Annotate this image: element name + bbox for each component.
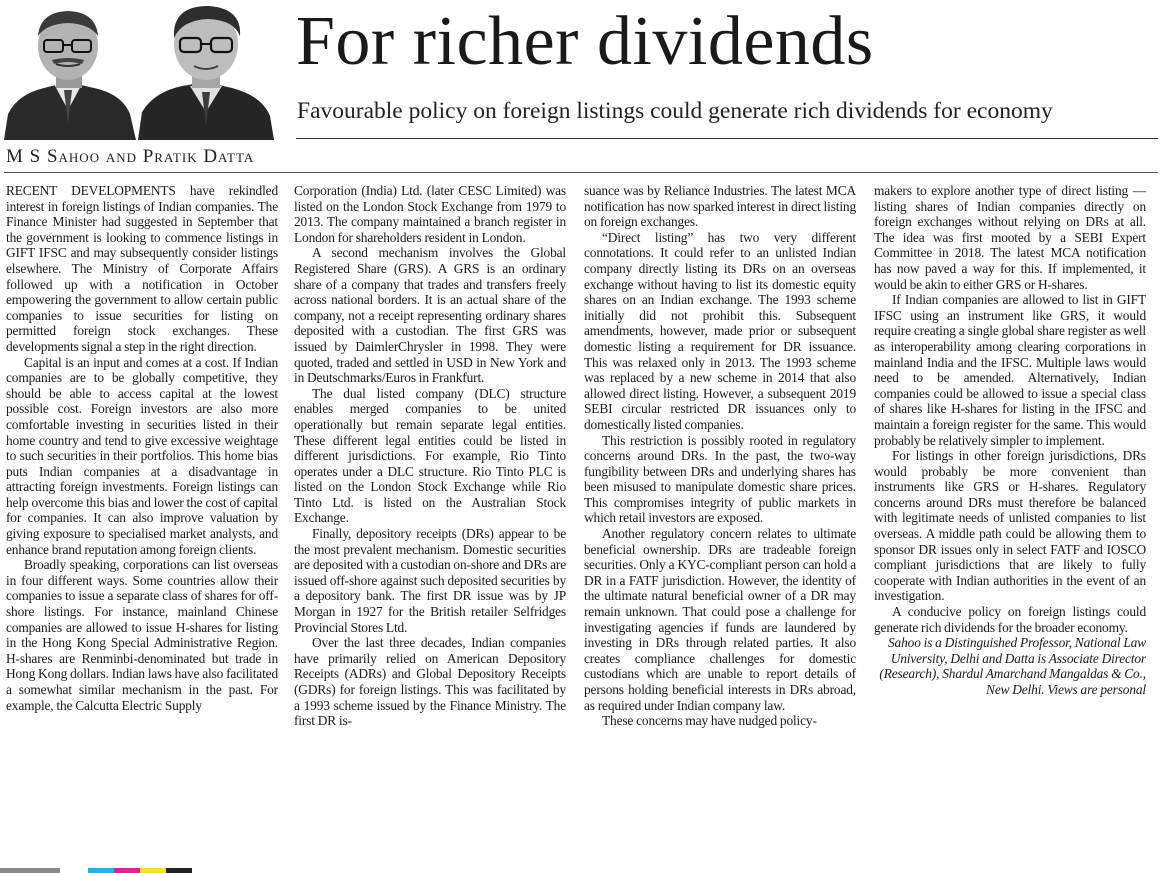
paragraph: “Direct listing” has two very different connotations. It could refer to an unlisted Indian company directly listing its DRs on an overseas exchange without having to list its domestic equity shares on an Indian exchange. The 1993 scheme initially did not prohibit this. Subsequent amendments, however, made prior or subsequent domestic listing a requirement for DR issuance. This was relaxed only in 2013. The 1993 scheme was replaced by a new scheme in 2014 that also allowed direct listing. However, a subsequent 2019 SEBI circular restricted DR issuances only to domestically listed companies. [584, 229, 856, 432]
article-column-4 [874, 183, 1146, 698]
paragraph: Broadly speaking, corporations can list overseas in four different ways. Some countries allow their companies to issue a separate class of shares for off-shore listings. For instance, mainland Chinese companies are allowed to issue H-shares for listing in the Hong Kong Special Administrative Region. H-shares are Renminbi-denominated but trade in Hong Kong dollars. Indian laws have also facilitated a somewhat similar mechanism in the past. For example, the Calcutta Electric Supply [6, 557, 278, 713]
paragraph: Corporation (India) Ltd. (later CESC Limited) was listed on the London Stock Exchange from 1979 to 2013. The company maintained a branch register in London for shareholders resident in London. [294, 183, 566, 245]
author-portraits-illustration [4, 2, 286, 140]
paragraph: Capital is an input and comes at a cost. If Indian companies are to be globally competitive, they should be able to access capital at the lowest possible cost. Foreign investors are also more comfortable investing in securities listed in their home country and tend to give excessive weightage to such securities in their portfolios. This home bias puts Indian companies at a disadvantage in attracting foreign investments. Foreign listings can help overcome this bias and lower the cost of capital for companies. It can also improve valuation by giving exposure to specialised market analysts, and enhance brand reputation among foreign clients. [6, 354, 278, 557]
paragraph: Another regulatory concern relates to ultimate beneficial ownership. DRs are tradeable foreign securities. Only a KYC-compliant person can hold a DR in a FATF jurisdiction. However, the identity of the ultimate natural beneficial owner of a DR may remain unknown. That could pose a challenge for investigating agencies if funds are laundered by investing in DRs through related parties. It also creates compliance challenges for domestic custodians which are unable to report details of persons holding beneficial interests in DRs abroad, as required under Indian company law. [584, 526, 856, 713]
color-swatch [166, 868, 192, 873]
paragraph: A conducive policy on foreign listings could generate rich dividends for the broader economy. [874, 604, 1146, 635]
paragraph: RECENT DEVELOPMENTS have rekindled interest in foreign listings of Indian companies. The Finance Minister had suggested in September that the government is looking to commence listings in GIFT IFSC and may subsequently consider listings elsewhere. The Ministry of Corporate Affairs followed up with a notification in October empowering the government to allow certain public companies to issue securities for listing on permitted foreign stock exchanges. These developments signal a step in the right direction. [6, 183, 278, 354]
print-color-bar [0, 868, 1160, 873]
byline: M S Sahoo and Pratik Datta [6, 146, 255, 167]
paragraph: suance was by Reliance Industries. The latest MCA notification has now sparked interest in direct listing on foreign exchanges. [584, 183, 856, 230]
paragraph: These concerns may have nudged policy- [602, 713, 817, 729]
color-swatch [88, 868, 114, 873]
article-column-2 [294, 183, 566, 729]
color-swatch [0, 868, 60, 873]
paragraph: Finally, depository receipts (DRs) appear to be the most prevalent mechanism. Domestic securities are deposited with a custodian on-shore and DRs are issued off-shore against such deposited securities by a depository bank. The first DR issue was by JP Morgan in 1927 for the British retailer Selfridges Provincial Stores Ltd. [294, 526, 566, 635]
paragraph: If Indian companies are allowed to list in GIFT IFSC using an instrument like GRS, it would require creating a single global share register as well as interoperability among clearing corporations in mainland India and the IFSC. Multiple laws would need to be amended. Alternatively, Indian companies could be allowed to issue a special class of shares like H-shares for listing in the IFSC and maintain a foreign register for the same. This would probably be relatively simpler to implement. [874, 292, 1146, 448]
paragraph: This restriction is possibly rooted in regulatory concerns around DRs. In the past, the two-way fungibility between DRs and underlying shares has been misused to manipulate domestic share prices. This compromises integrity of public markets in which retail investors are exposed. [584, 432, 856, 526]
color-swatch [140, 868, 166, 873]
article-column-3 [584, 183, 856, 729]
portrait-right [138, 6, 274, 140]
paragraph: Over the last three decades, Indian companies have primarily relied on American Depository Receipts (ADRs) and Global Depository Receipts (GDRs) for foreign listings. This was facilitated by a 1993 scheme issued by the Finance Ministry. The first DR is- [294, 635, 566, 729]
paragraph: The dual listed company (DLC) structure enables merged companies to be united operationally but remain separate legal entities. These different legal entities could be listed in different jurisdictions. For example, Rio Tinto operates under a DLC structure. Rio Tinto PLC is listed on the London Stock Exchange while Rio Tinto Ltd. is listed on the Australian Stock Exchange. [294, 385, 566, 526]
header-rule [296, 138, 1158, 139]
article-column-1 [6, 183, 278, 713]
paragraph: makers to explore another type of direct listing — listing shares of Indian companies directly on foreign exchanges without relying on DRs at all. The idea was first mooted by a SEBI Expert Committee in 2018. The latest MCA notification has now paved a way for this. If implemented, it would be akin to either GRS or H-shares. [874, 183, 1146, 292]
byline-rule [4, 172, 1158, 173]
standfirst: Favourable policy on foreign listings could generate rich dividends for economy [297, 98, 1053, 124]
portrait-left [4, 11, 136, 140]
headline: For richer dividends [296, 3, 874, 80]
paragraph: A second mechanism involves the Global Registered Share (GRS). A GRS is an ordinary share of a company that trades and transfers freely across national borders. It is an actual share of the company, not a receipt representing ordinary shares deposited with a custodian. The first GRS was issued by DaimlerChrysler in 1998. They were quoted, traded and settled in USD in New York and in Deutschmarks/Euros in Frankfurt. [294, 245, 566, 386]
color-swatch [114, 868, 140, 873]
author-credits: Sahoo is a Distinguished Professor, National Law University, Delhi and Datta is Associate Director (Research), Shardul Amarchand Mangaldas & Co., New Delhi. Views are personal [879, 635, 1146, 697]
color-swatch [60, 868, 88, 873]
paragraph: For listings in other foreign jurisdictions, DRs would probably be more convenient than instruments like GRS or H-shares. Regulatory concerns around DRs must therefore be balanced with legitimate needs of unlisted companies to list overseas. A middle path could be allowing them to sponsor DR issues only in select FATF and IOSCO compliant jurisdictions that are likely to fully cooperate with Indian authorities in the event of an investigation. [874, 448, 1146, 604]
